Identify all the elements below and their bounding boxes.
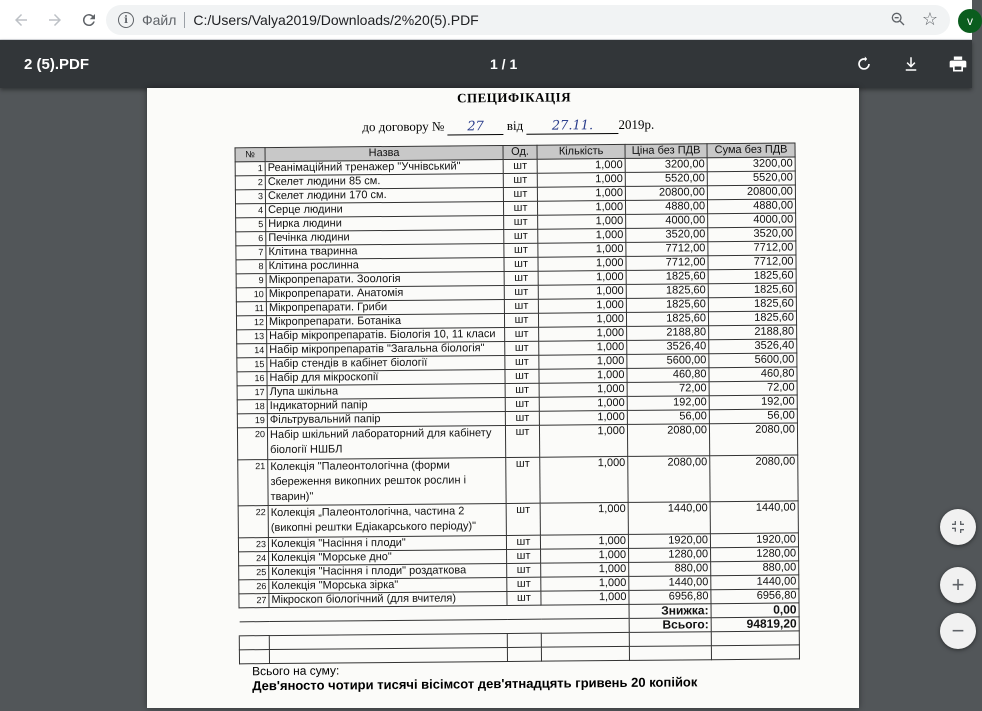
sum-in-words: Дев'яносто чотири тисячі вісімсот дев'ятнадцять гривень 20 копійок — [252, 674, 698, 694]
browser-toolbar — [0, 0, 972, 40]
row-price: 2080,00 — [628, 456, 710, 503]
row-sum: 20800,00 — [707, 185, 795, 200]
contract-date: 27.11. — [526, 118, 618, 135]
row-number: 11 — [236, 302, 266, 316]
row-sum: 3520,00 — [708, 227, 796, 242]
discount-label: Знижка: — [629, 604, 711, 619]
row-unit: шт — [506, 535, 540, 549]
reload-button[interactable] — [72, 3, 106, 37]
row-sum: 4000,00 — [708, 213, 796, 228]
row-name: Набір для мікроскопії — [267, 369, 505, 385]
rotate-icon — [854, 54, 874, 74]
row-unit: шт — [504, 257, 538, 271]
address-bar[interactable] — [106, 5, 950, 35]
row-price: 192,00 — [627, 396, 709, 411]
header-name: Назва — [265, 146, 503, 162]
row-quantity: 1,000 — [538, 270, 626, 285]
row-price: 5520,00 — [625, 172, 707, 187]
row-price: 1920,00 — [628, 534, 710, 549]
row-name: Фільтрувальний папір — [267, 411, 505, 427]
row-number: 13 — [237, 330, 267, 344]
back-button[interactable] — [4, 3, 38, 37]
row-price: 1280,00 — [629, 548, 711, 563]
row-quantity: 1,000 — [538, 242, 626, 257]
row-quantity: 1,000 — [541, 576, 629, 591]
row-name: Індикаторний папір — [267, 397, 505, 413]
row-unit: шт — [504, 243, 538, 257]
row-number: 6 — [236, 232, 266, 246]
row-number: 27 — [239, 594, 269, 608]
row-number: 25 — [239, 566, 269, 580]
header-quantity: Кількість — [537, 144, 625, 159]
info-icon[interactable]: i — [118, 12, 134, 28]
printer-icon — [948, 54, 968, 74]
header-unit: Од. — [503, 145, 537, 159]
row-number: 12 — [236, 316, 266, 330]
row-sum: 5600,00 — [709, 353, 797, 368]
header-price: Ціна без ПДВ — [625, 144, 707, 159]
row-name: Скелет людини 85 см. — [265, 174, 503, 190]
row-number: 15 — [237, 358, 267, 372]
row-number: 18 — [237, 400, 267, 414]
row-quantity: 1,000 — [539, 340, 627, 355]
row-name: Колекція "Насіння і плоди" — [268, 535, 506, 551]
row-price: 56,00 — [627, 410, 709, 425]
row-quantity: 1,000 — [539, 410, 627, 425]
row-name: Мікроскоп біологічний (для вчителя) — [269, 591, 507, 607]
row-name: Колекція „Палеонтологічна, частина 2 (викопні рештки Едіакарського періоду)" — [268, 503, 506, 537]
row-unit: шт — [507, 577, 541, 591]
row-sum: 460,80 — [709, 367, 797, 382]
row-price: 5600,00 — [627, 354, 709, 369]
row-price: 1825,60 — [626, 298, 708, 313]
row-quantity: 1,000 — [539, 424, 627, 457]
row-quantity: 1,000 — [538, 284, 626, 299]
row-number: 26 — [239, 580, 269, 594]
row-number: 17 — [237, 386, 267, 400]
row-sum: 1440,00 — [711, 575, 799, 590]
row-number: 22 — [238, 506, 268, 538]
row-unit: шт — [505, 369, 539, 383]
row-price: 3520,00 — [626, 228, 708, 243]
row-quantity: 1,000 — [538, 298, 626, 313]
pdf-file-name: 2 (5).PDF — [24, 56, 90, 73]
row-quantity: 1,000 — [539, 354, 627, 369]
contract-date-prefix: від — [506, 117, 524, 133]
row-number: 8 — [236, 260, 266, 274]
reload-icon — [80, 11, 98, 29]
row-sum: 1920,00 — [710, 533, 798, 548]
arrow-right-icon — [46, 11, 64, 29]
row-price: 4000,00 — [626, 214, 708, 229]
row-unit: шт — [507, 591, 541, 605]
row-sum: 1825,60 — [708, 311, 796, 326]
row-number: 24 — [239, 552, 269, 566]
row-number: 1 — [235, 162, 265, 176]
row-number: 4 — [236, 204, 266, 218]
row-unit: шт — [505, 411, 539, 425]
row-quantity: 1,000 — [541, 562, 629, 577]
row-quantity: 1,000 — [538, 228, 626, 243]
print-button[interactable] — [944, 50, 972, 78]
row-unit: шт — [503, 173, 537, 187]
row-unit: шт — [504, 285, 538, 299]
specification-table — [235, 142, 800, 664]
row-price: 1825,60 — [626, 312, 708, 327]
row-sum: 7712,00 — [708, 255, 796, 270]
zoom-magnifier-icon[interactable] — [890, 11, 906, 27]
row-name: Набір стендів в кабінет біології — [267, 355, 505, 371]
forward-button[interactable] — [38, 3, 72, 37]
row-sum: 3200,00 — [707, 157, 795, 172]
row-sum: 1280,00 — [711, 547, 799, 562]
row-quantity: 1,000 — [539, 368, 627, 383]
row-price: 1440,00 — [628, 502, 710, 535]
row-unit: шт — [505, 425, 539, 457]
row-quantity: 1,000 — [537, 172, 625, 187]
row-price: 1440,00 — [629, 576, 711, 591]
row-sum: 192,00 — [709, 395, 797, 410]
row-price: 20800,00 — [625, 186, 707, 201]
row-sum: 7712,00 — [708, 241, 796, 256]
table-row — [238, 455, 798, 506]
contract-year: 2019р. — [618, 116, 655, 132]
row-number: 10 — [236, 288, 266, 302]
arrow-left-icon — [12, 11, 30, 29]
row-name: Колекція "Морське дно" — [269, 549, 507, 565]
download-button[interactable] — [897, 50, 925, 78]
row-price: 1825,60 — [626, 284, 708, 299]
row-sum: 6956,80 — [711, 589, 799, 604]
row-unit: шт — [505, 397, 539, 411]
row-sum: 1825,60 — [708, 297, 796, 312]
row-unit: шт — [505, 341, 539, 355]
row-quantity: 1,000 — [539, 382, 627, 397]
row-sum: 5520,00 — [707, 171, 795, 186]
row-quantity: 1,000 — [541, 590, 629, 605]
row-quantity: 1,000 — [537, 200, 625, 215]
row-name: Набір мікропрепаратів "Загальна біологія" — [267, 341, 505, 357]
row-quantity: 1,000 — [537, 186, 625, 201]
row-unit: шт — [505, 383, 539, 397]
row-sum: 72,00 — [709, 381, 797, 396]
header-number: № — [235, 148, 265, 162]
row-number: 7 — [236, 246, 266, 260]
row-price: 460,80 — [627, 368, 709, 383]
row-number: 19 — [237, 414, 267, 428]
table-row — [237, 423, 797, 460]
bookmark-star-icon[interactable]: ☆ — [921, 9, 938, 29]
url-text[interactable]: C:/Users/Valya2019/Downloads/2%20(5).PDF — [193, 12, 479, 28]
row-quantity: 1,000 — [538, 312, 626, 327]
row-number: 16 — [237, 372, 267, 386]
contract-number: 27 — [448, 119, 504, 135]
row-price: 72,00 — [627, 382, 709, 397]
row-unit: шт — [504, 215, 538, 229]
omnibox-divider — [184, 12, 185, 28]
sum-in-words-label: Всього на суму: — [252, 663, 340, 679]
row-quantity: 1,000 — [539, 396, 627, 411]
row-name: Клітина рослинна — [266, 257, 504, 273]
row-unit: шт — [505, 355, 539, 369]
row-unit: шт — [504, 299, 538, 313]
fit-page-icon — [950, 519, 966, 535]
total-label: Всього: — [629, 618, 711, 633]
row-quantity: 1,000 — [540, 502, 628, 535]
row-quantity: 1,000 — [538, 214, 626, 229]
row-number: 23 — [238, 538, 268, 552]
row-price: 2080,00 — [627, 424, 709, 457]
row-name: Мікропрепарати. Гриби — [266, 299, 504, 315]
scheme-label: Файл — [142, 12, 177, 28]
row-unit: шт — [507, 549, 541, 563]
row-quantity: 1,000 — [538, 256, 626, 271]
document-title: СПЕЦИФІКАЦІЯ — [457, 89, 572, 106]
row-price: 7712,00 — [626, 256, 708, 271]
row-name: Мікропрепарати. Зоологія — [266, 271, 504, 287]
row-number: 9 — [236, 274, 266, 288]
row-number: 5 — [236, 218, 266, 232]
row-quantity: 1,000 — [539, 326, 627, 341]
row-name: Серце людини — [265, 202, 503, 218]
row-name: Лупа шкільна — [267, 383, 505, 399]
row-price: 2188,80 — [627, 326, 709, 341]
row-unit: шт — [503, 187, 537, 201]
table-row — [238, 501, 798, 538]
row-unit: шт — [506, 457, 540, 503]
rotate-button[interactable] — [850, 50, 878, 78]
row-price: 3526,40 — [627, 340, 709, 355]
row-name: Мікропрепарати. Анатомія — [266, 285, 504, 301]
contract-line — [362, 117, 654, 137]
row-price: 7712,00 — [626, 242, 708, 257]
row-sum: 2080,00 — [709, 423, 797, 456]
row-unit: шт — [505, 327, 539, 341]
row-unit: шт — [504, 229, 538, 243]
row-sum: 56,00 — [709, 409, 797, 424]
download-icon — [902, 55, 920, 73]
header-sum: Сума без ПДВ — [707, 143, 795, 158]
row-name: Нирка людини — [266, 215, 504, 231]
scanned-document — [147, 85, 864, 711]
row-quantity: 1,000 — [540, 456, 628, 503]
row-price: 6956,80 — [629, 590, 711, 605]
row-quantity: 1,000 — [541, 548, 629, 563]
row-name: Набір мікропрепаратів. Біологія 10, 11 класи — [267, 327, 505, 343]
row-name: Реанімаційний тренажер "Учнівський" — [265, 160, 503, 176]
row-number: 3 — [235, 190, 265, 204]
row-sum: 1825,60 — [708, 283, 796, 298]
row-name: Печінка людини — [266, 229, 504, 245]
row-unit: шт — [503, 159, 537, 173]
plus-icon: + — [951, 572, 965, 597]
row-price: 4880,00 — [625, 200, 707, 215]
row-name: Колекція "Палеонтологічна (форми збереження викопних решток рослин і тварин)" — [268, 457, 506, 505]
row-sum: 2080,00 — [710, 455, 798, 502]
row-unit: шт — [506, 503, 540, 535]
row-sum: 1440,00 — [710, 501, 798, 534]
discount-value: 0,00 — [711, 603, 799, 618]
row-sum: 1825,60 — [708, 269, 796, 284]
row-name: Мікропрепарати. Ботаніка — [266, 313, 504, 329]
zoom-in-button[interactable] — [940, 567, 976, 603]
row-unit: шт — [503, 201, 537, 215]
row-name: Скелет людини 170 см. — [265, 188, 503, 204]
row-price: 880,00 — [629, 562, 711, 577]
row-sum: 4880,00 — [707, 199, 795, 214]
row-quantity: 1,000 — [537, 158, 625, 173]
page-indicator: 1 / 1 — [490, 56, 518, 72]
fit-to-page-button[interactable] — [940, 509, 976, 545]
row-name: Колекція "Насіння і плоди" роздаткова — [269, 563, 507, 579]
row-number: 2 — [235, 176, 265, 190]
profile-avatar[interactable]: v — [958, 9, 982, 33]
pdf-page — [147, 88, 859, 708]
total-value: 94819,20 — [711, 617, 799, 632]
row-name: Колекція "Морська зірка" — [269, 577, 507, 593]
contract-prefix: до договору № — [362, 118, 445, 135]
row-sum: 880,00 — [711, 561, 799, 576]
row-number: 20 — [237, 428, 267, 460]
zoom-out-button[interactable] — [940, 613, 976, 649]
pdf-toolbar — [0, 40, 972, 88]
row-name: Набір шкільний лабораторний для кабінету біології НШБЛ — [267, 425, 505, 459]
row-quantity: 1,000 — [540, 534, 628, 549]
row-number: 14 — [237, 344, 267, 358]
row-number: 21 — [238, 460, 268, 506]
row-unit: шт — [507, 563, 541, 577]
row-sum: 3526,40 — [709, 339, 797, 354]
minus-icon: − — [951, 618, 965, 643]
row-name: Клітина тваринна — [266, 243, 504, 259]
row-unit: шт — [504, 271, 538, 285]
row-price: 1825,60 — [626, 270, 708, 285]
row-unit: шт — [504, 313, 538, 327]
row-price: 3200,00 — [625, 158, 707, 173]
row-sum: 2188,80 — [709, 325, 797, 340]
